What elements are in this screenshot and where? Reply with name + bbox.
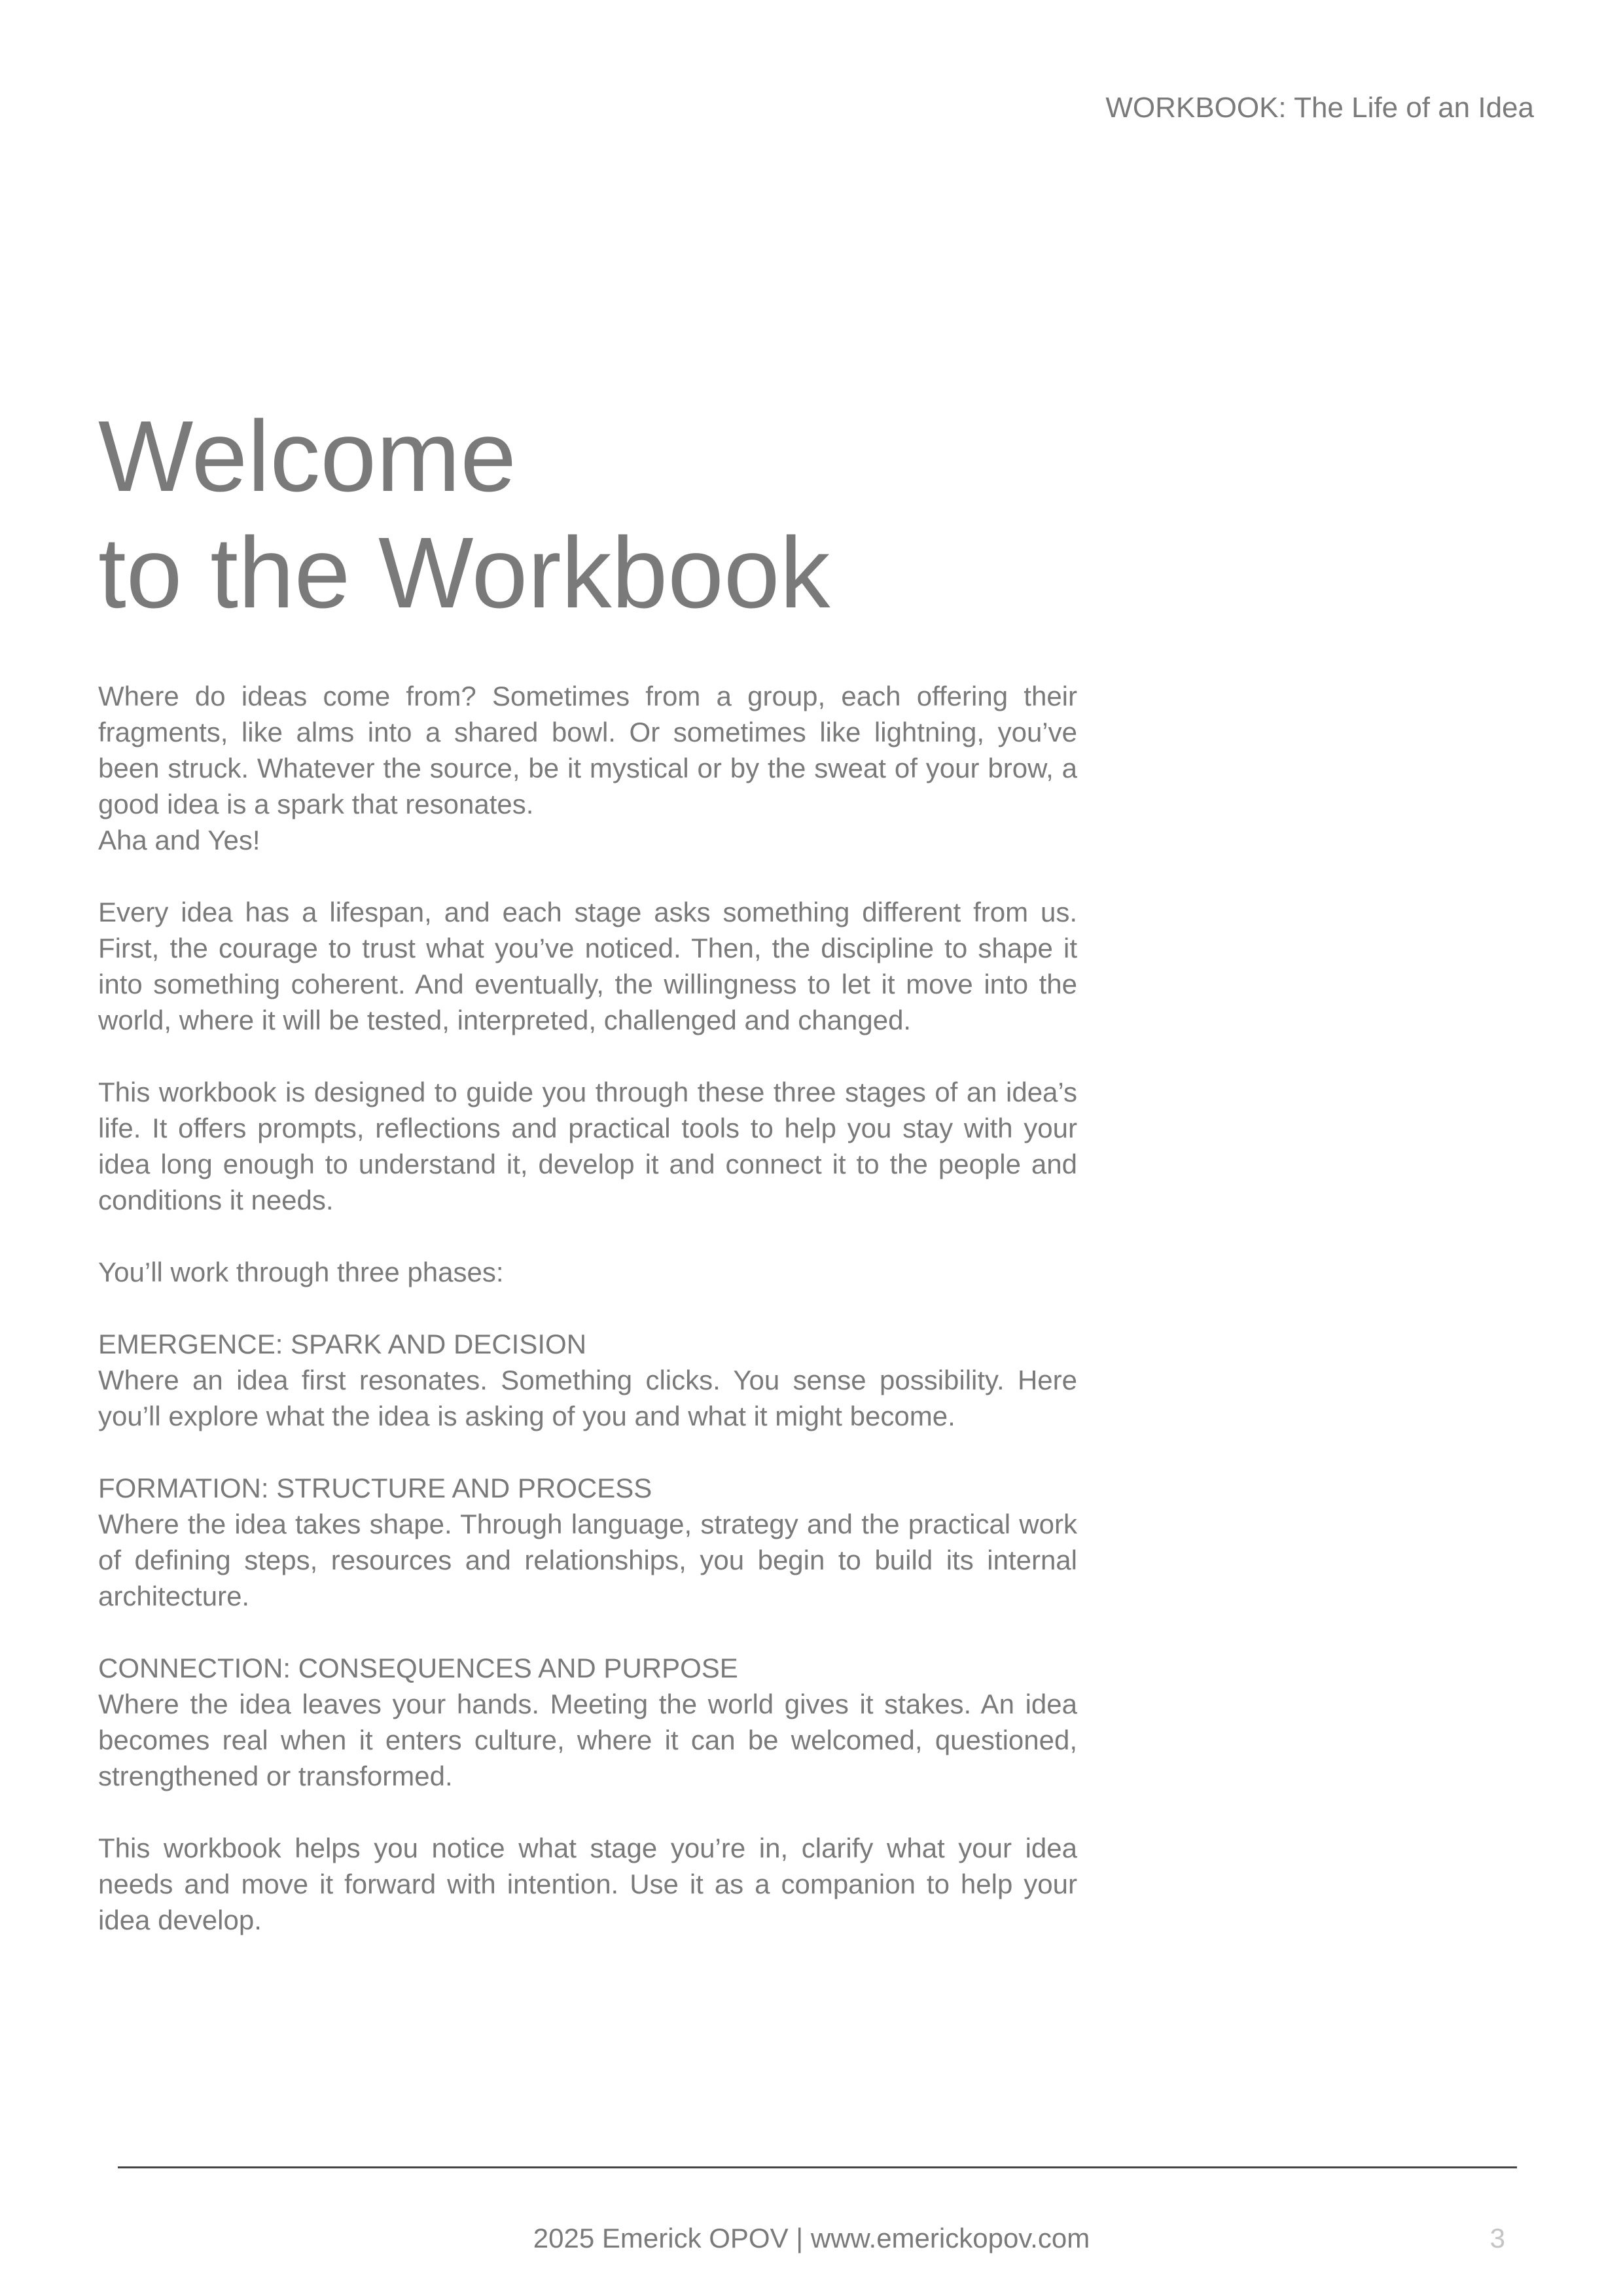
page-number: 3 [1489, 2223, 1505, 2253]
intro-paragraph [98, 678, 1077, 858]
phase-emergence [98, 1326, 1077, 1434]
phase-text-emergence: Where an idea first resonates. Something clicks. You sense possibility. Here you’ll explore what the idea is asking of you and what it might become. [98, 1365, 1077, 1431]
footer-credit: 2025 Emerick OPOV | www.emerickopov.com [533, 2223, 1090, 2253]
running-header: WORKBOOK: The Life of an Idea [1105, 92, 1534, 124]
lifespan-paragraph: Every idea has a lifespan, and each stage asks something different from us. First, the courage to trust what you’ve noticed. Then, the discipline to shape it into something coherent. And eventually, the willingness to let it move into the world, where it will be tested, interpreted, challenged and changed. [98, 897, 1077, 1035]
phase-text-formation: Where the idea takes shape. Through language, strategy and the practical work of defining steps, resources and relationships, you begin to build its internal architecture. [98, 1509, 1077, 1611]
phase-text-connection: Where the idea leaves your hands. Meeting the world gives it stakes. An idea becomes real when it enters culture, where it can be welcomed, questioned, strengthened or transformed. [98, 1689, 1077, 1791]
closing-paragraph: This workbook helps you notice what stage you’re in, clarify what your idea needs and move it forward with intention. Use it as a companion to help your idea develop. [98, 1833, 1077, 1935]
phase-heading-emergence: EMERGENCE: SPARK AND DECISION [98, 1329, 587, 1359]
intro-text: Where do ideas come from? Sometimes from a group, each offering their fragments, like alms into a shared bowl. Or sometimes like lightning, you’ve been struck. Whatever the source, be it mystical or by the sweat of your brow, a good idea is a spark that resonates. [98, 681, 1077, 819]
phase-heading-formation: FORMATION: STRUCTURE AND PROCESS [98, 1473, 652, 1503]
body-text [98, 678, 1077, 1974]
intro-exclamation: Aha and Yes! [98, 825, 260, 855]
phase-heading-connection: CONNECTION: CONSEQUENCES AND PURPOSE [98, 1653, 738, 1683]
phase-formation [98, 1470, 1077, 1614]
phases-intro: You’ll work through three phases: [98, 1257, 504, 1287]
phase-connection [98, 1650, 1077, 1794]
page-title-line-2: to the Workbook [98, 516, 830, 629]
purpose-paragraph: This workbook is designed to guide you through these three stages of an idea’s life. It offers prompts, reflections and practical tools to help you stay with your idea long enough to understand it, develop it and connect it to the people and conditions it needs. [98, 1077, 1077, 1215]
page-title [98, 398, 830, 631]
footer-divider [118, 2166, 1517, 2168]
page-title-line-1: Welcome [98, 400, 517, 512]
